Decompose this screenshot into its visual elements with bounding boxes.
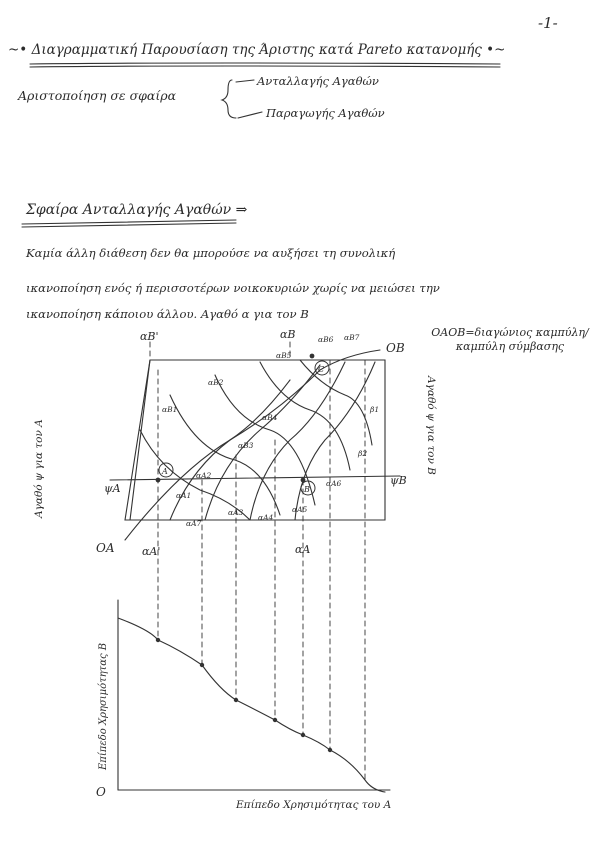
frontier-y-axis-label: Επίπεδο Χρησιμότητας B (98, 642, 109, 770)
frontier-point-5 (301, 733, 305, 737)
box-point-A (156, 478, 161, 483)
optimization-branch-production: Παραγωγής Αγαθών (266, 106, 385, 120)
point-label-beta1: β1 (370, 405, 380, 414)
point-label-b2: αB2 (208, 378, 224, 387)
box-front-face (125, 360, 385, 520)
point-label-b1: αB1 (162, 405, 178, 414)
title-underline-2 (30, 66, 500, 67)
box-point-C (310, 354, 315, 359)
section-title: Σφαίρα Ανταλλαγής Αγαθών ⇒ (26, 202, 248, 218)
indifference-b-4 (295, 362, 375, 520)
left-label-psi: ψA (104, 482, 121, 495)
point-label-b7: αB7 (344, 333, 360, 342)
point-label-beta2: β2 (358, 449, 368, 458)
optimization-branch-exchange: Ανταλλαγής Αγαθών (257, 74, 379, 88)
point-label-a5: αA5 (292, 505, 308, 514)
top-label-1: αB' (140, 330, 159, 343)
side-note: OAOB=διαγώνιος καμπύλη/καμπύλη σύμβασης (431, 326, 589, 353)
utility-frontier (118, 618, 385, 792)
marker-B-label: B (304, 485, 310, 494)
frontier-point-3 (234, 698, 238, 702)
point-label-b6: αB6 (318, 335, 334, 344)
frontier-x-axis-label: Επίπεδο Χρησιμότητας του A (236, 799, 392, 811)
point-label-a3: αA3 (228, 508, 244, 517)
right-label-psi: ψB (390, 474, 407, 487)
bottom-label-2: αA (295, 543, 311, 556)
paragraph-line-2: ικανοποίηση ενός ή περισσοτέρων νοικοκυριών χωρίς να μειώσει την (26, 281, 440, 295)
marker-A-label: A (162, 467, 168, 476)
arrow-exchange (236, 80, 254, 82)
point-label-a4: αA4 (258, 513, 274, 522)
title-underline (30, 63, 500, 64)
frontier-point-4 (273, 718, 277, 722)
paragraph-line-1: Καμία άλλη διάθεση δεν θα μπορούσε να αυξήσει τη συνολική (26, 246, 396, 260)
horizontal-line-psi (110, 476, 400, 480)
corner-b-label: OB (386, 341, 405, 355)
top-label-2: αB (280, 328, 296, 341)
frontier-point-2 (200, 663, 204, 667)
optimization-brace (222, 80, 236, 118)
paragraph-line-3: ικανοποίηση κάποιου άλλου. Αγαθό α για τον Β (26, 307, 309, 321)
box-back-edge (130, 360, 150, 520)
edgeworth-box (110, 340, 400, 780)
left-axis-label: Αγαθό ψ για τον A (33, 419, 45, 518)
frontier-point-1 (156, 638, 160, 642)
point-label-b3: αB3 (238, 441, 254, 450)
corner-a-label: OA (96, 541, 115, 555)
bottom-label-1: αA' (142, 545, 161, 558)
optimization-label: Αριστοποίηση σε σφαίρα (18, 88, 177, 103)
point-label-a6: αA6 (326, 479, 342, 488)
page-title: ~• Διαγραμματική Παρουσίαση της Άριστης κατά Pareto κατανομής •~ (8, 42, 506, 58)
point-label-a1: αA1 (176, 491, 192, 500)
point-label-b5: αB5 (276, 351, 292, 360)
frontier-origin-label: O (96, 785, 106, 799)
indifference-b-3 (250, 362, 345, 520)
point-label-a2: αA2 (196, 471, 212, 480)
marker-C-label: C (318, 365, 325, 374)
point-label-b4: αB4 (262, 413, 278, 422)
arrow-production (238, 112, 262, 118)
point-label-a7: αA7 (186, 519, 202, 528)
right-axis-label: Αγαθό ψ για τον B (425, 376, 437, 475)
frontier-point-6 (328, 748, 332, 752)
page-number: -1- (538, 14, 558, 32)
